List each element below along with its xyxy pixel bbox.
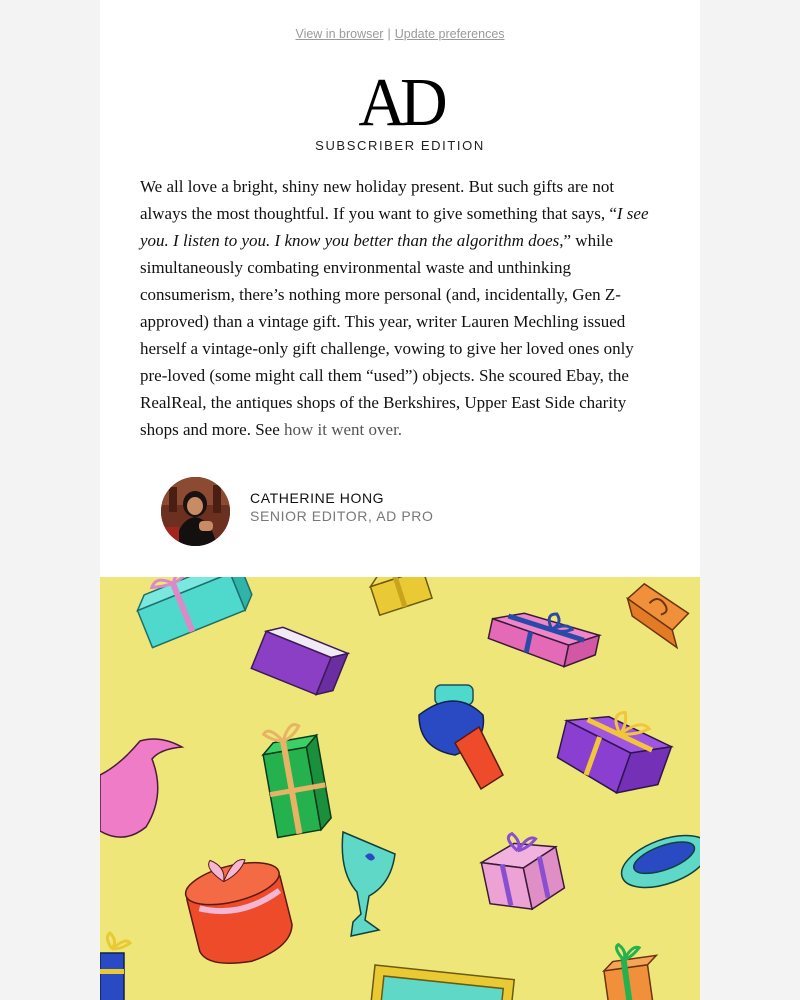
edition-label: SUBSCRIBER EDITION [315,138,485,153]
hero-illustration[interactable] [100,577,700,1000]
intro-text-part1: We all love a bright, shiny new holiday present. But such gifts are not always the most thoughtful. If you want to give something that says, “ [140,177,617,223]
top-links [100,27,700,41]
email-container [100,0,700,1000]
update-preferences-link[interactable]: Update preferences [394,27,505,41]
author-name: CATHERINE HONG [250,490,385,506]
ad-logo[interactable]: AD [358,64,442,141]
gifts-pattern [100,577,700,1000]
article-intro [140,173,660,443]
view-in-browser-link[interactable]: View in browser [295,27,384,41]
avatar-image [161,477,230,546]
avatar [161,477,230,546]
intro-text-part2: ,” while simultaneously combating environmental waste and unthinking consumerism, there’s nothing more personal (and, incidentally, Gen Z-approved) than a vintage gift. This year, writer Lauren Mechling issued herself a vintage-only gift challenge, vowing to give her loved ones only pre-loved (some might call them “used”) objects. She scoured Ebay, the RealReal, the antiques shops of the Berkshires, Upper East Side charity shops and more. See [140,231,634,439]
intro-italic-quote: I see you. I listen to you. I know you better than the algorithm does [140,204,649,250]
link-separator: | [387,27,391,41]
how-it-went-over-link[interactable]: how it went over. [284,420,403,439]
author-title: SENIOR EDITOR, AD PRO [250,508,434,524]
